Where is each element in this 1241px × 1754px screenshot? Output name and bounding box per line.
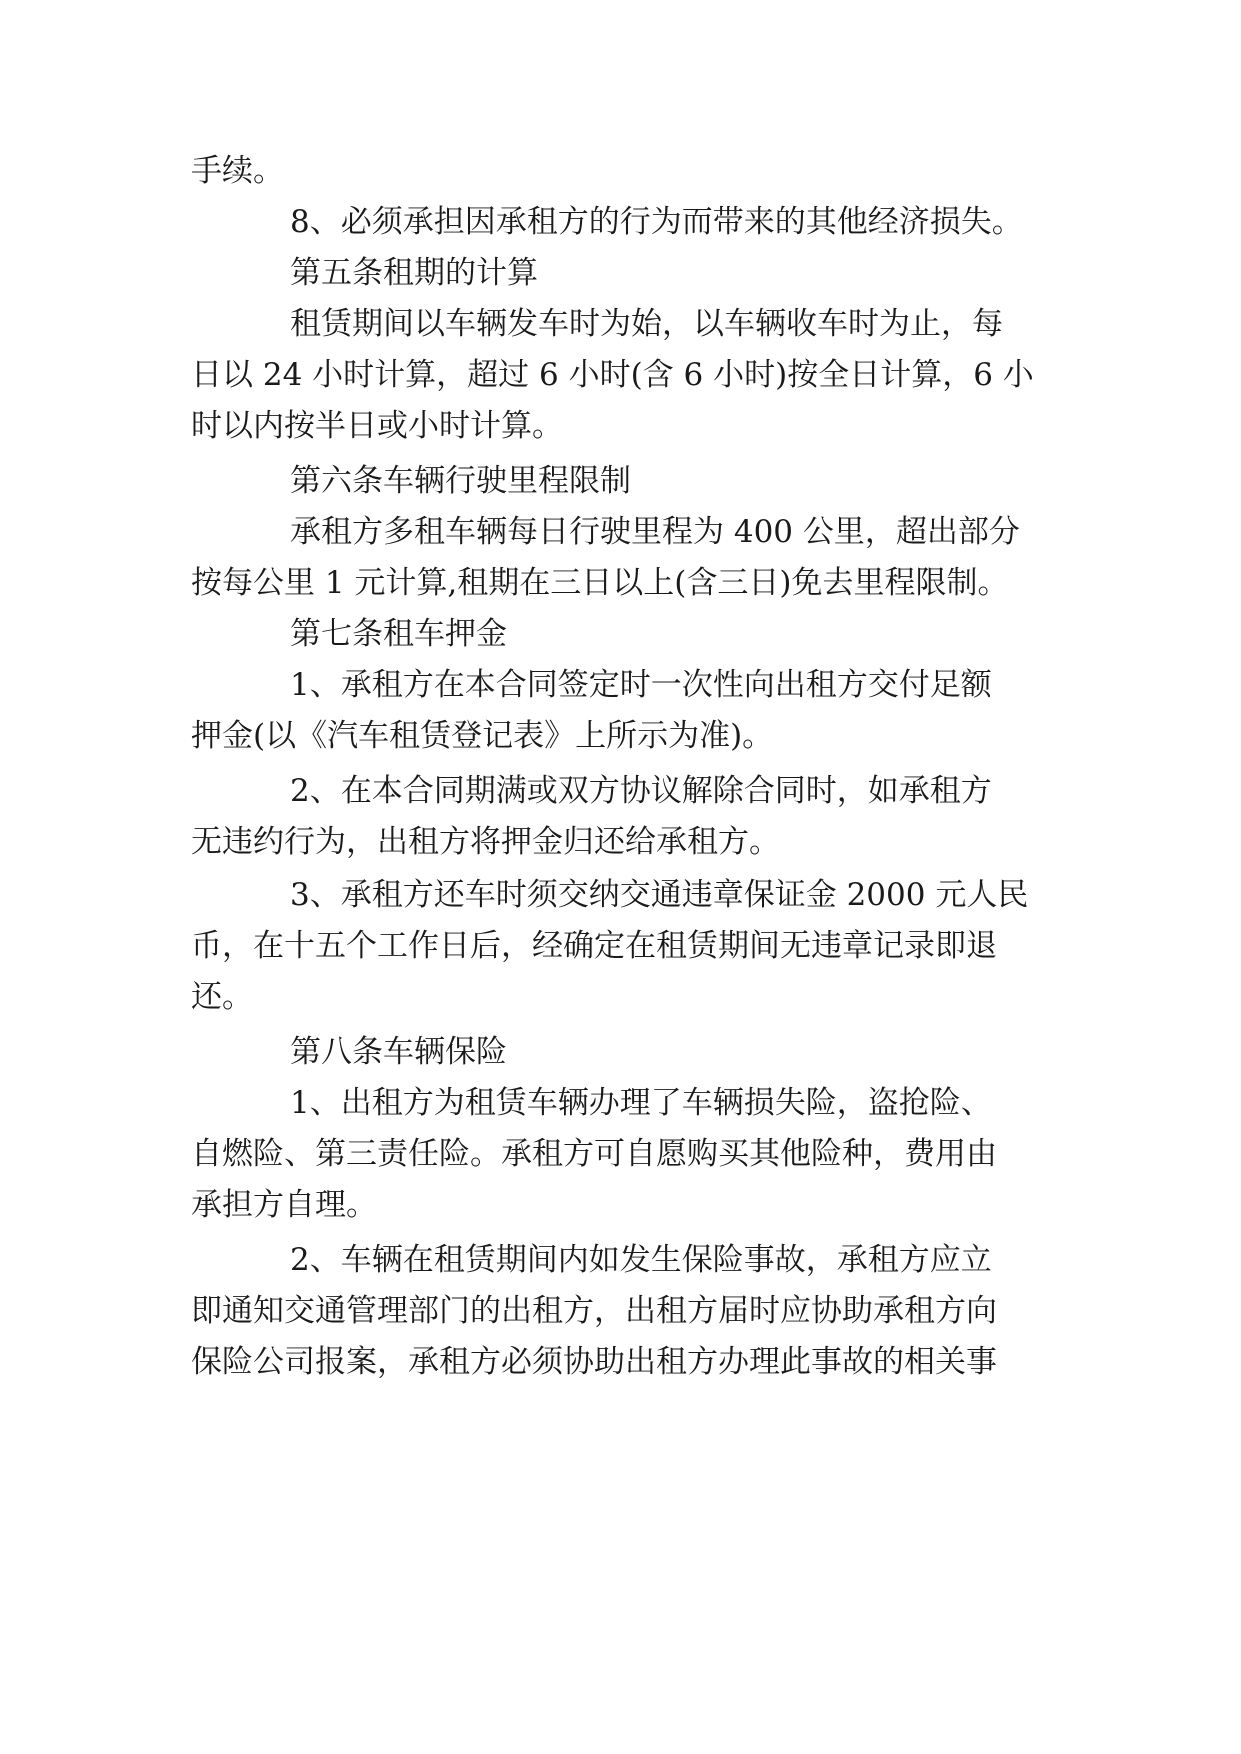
section-heading: 第七条租车押金 xyxy=(290,616,507,652)
text-line: 2、在本合同期满或双方协议解除合同时，如承租方 xyxy=(290,773,992,809)
text-line: 还。 xyxy=(191,979,253,1015)
text-line: 2、车辆在租赁期间内如发生保险事故，承租方应立 xyxy=(290,1242,992,1278)
text-line: 日以 24 小时计算，超过 6 小时(含 6 小时)按全日计算，6 小 xyxy=(191,357,1034,393)
text-line: 自燃险、第三责任险。承租方可自愿购买其他险种，费用由 xyxy=(191,1136,997,1172)
text-line: 按每公里 1 元计算,租期在三日以上(含三日)免去里程限制。 xyxy=(191,565,1009,601)
text-line: 承担方自理。 xyxy=(191,1187,377,1223)
text-line: 租赁期间以车辆发车时为始，以车辆收车时为止，每 xyxy=(290,306,1003,342)
text-line: 手续。 xyxy=(191,153,284,189)
text-line: 保险公司报案，承租方必须协助出租方办理此事故的相关事 xyxy=(191,1344,997,1380)
section-heading: 第八条车辆保险 xyxy=(290,1034,507,1070)
text-line: 押金(以《汽车租赁登记表》上所示为准)。 xyxy=(191,718,774,754)
text-line: 时以内按半日或小时计算。 xyxy=(191,408,563,444)
text-line: 1、承租方在本合同签定时一次性向出租方交付足额 xyxy=(290,667,992,703)
text-line: 1、出租方为租赁车辆办理了车辆损失险，盗抢险、 xyxy=(290,1085,992,1121)
text-line: 币，在十五个工作日后，经确定在租赁期间无违章记录即退 xyxy=(191,928,997,964)
text-line: 8、必须承担因承租方的行为而带来的其他经济损失。 xyxy=(290,204,1023,240)
text-line: 无违约行为，出租方将押金归还给承租方。 xyxy=(191,824,780,860)
text-line: 3、承租方还车时须交纳交通违章保证金 2000 元人民 xyxy=(290,877,1029,913)
text-line: 即通知交通管理部门的出租方，出租方届时应协助承租方向 xyxy=(191,1293,997,1329)
section-heading: 第六条车辆行驶里程限制 xyxy=(290,463,631,499)
section-heading: 第五条租期的计算 xyxy=(290,255,538,291)
text-line: 承租方多租车辆每日行驶里程为 400 公里，超出部分 xyxy=(290,514,1020,550)
